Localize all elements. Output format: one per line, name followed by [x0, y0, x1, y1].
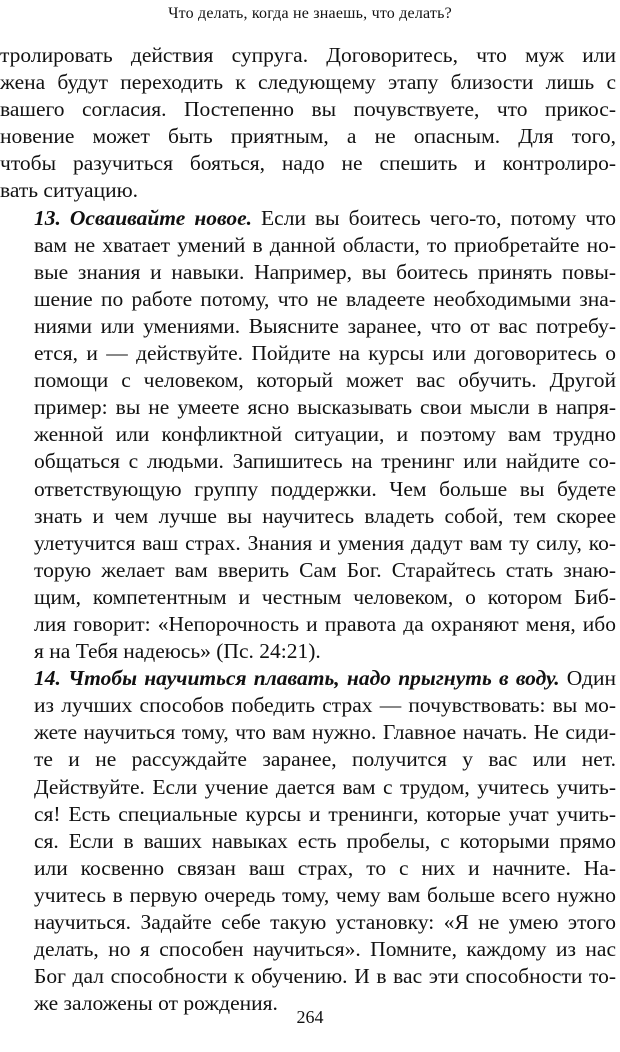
text-line: ется, и — действуйте. Пойдите на курсы или договоритесь о: [34, 341, 616, 366]
text-line: женной или конфликтной ситуации, и поэтому вам трудно: [34, 422, 616, 447]
text-line: пример: вы не умеете ясно высказывать свои мысли в напря-: [34, 395, 616, 420]
text-line: жена будут переходить к следующему этапу близости лишь с: [0, 70, 616, 95]
text-line: Действуйте. Если учение дается вам с трудом, учитесь учить-: [34, 774, 616, 799]
text-line: щим, компетентным и честным человеком, о котором Биб-: [34, 584, 616, 609]
text-line: я на Тебя надеюсь» (Пс. 24:21).: [34, 639, 321, 664]
text-line: чтобы разучиться бояться, надо не спешить и контролиро-: [0, 151, 616, 176]
text-line: Бог дал способности к обучению. И в вас эти способности то-: [34, 964, 616, 989]
paragraph-continuation: [0, 42, 616, 205]
paragraph-item-13: [0, 205, 616, 666]
text-line: вые знания и навыки. Например, вы боитесь принять повы-: [34, 259, 616, 284]
item-13-first-line-text: Если вы боитесь чего-то, потому что: [252, 205, 616, 230]
item-13-heading: 13. Осваивайте новое.: [34, 205, 253, 230]
text-line: из лучших способов победить страх — почувствовать: вы мо-: [34, 693, 616, 718]
text-line: учитесь в первую очередь тому, чему вам больше всего нужно: [34, 882, 616, 907]
text-line: жете научиться тому, что вам нужно. Главное начать. Не сиди-: [34, 720, 616, 745]
text-line: новение может быть приятным, а не опасным. Для того,: [0, 124, 616, 149]
text-line: делать, но я способен научиться». Помните, каждому из нас: [34, 937, 616, 962]
text-line: ся! Есть специальные курсы и тренинги, которые учат учить-: [34, 801, 616, 826]
text-line: лия говорит: «Непорочность и правота да охраняют меня, ибо: [34, 611, 616, 636]
text-line: знать и чем лучше вы научитесь владеть собой, тем скорее: [34, 503, 616, 528]
running-header: Что делать, когда не знаешь, что делать?: [168, 5, 452, 22]
paragraph-item-14: [0, 665, 616, 1017]
text-line: торую желает вам вверить Сам Бог. Старайтесь стать знаю-: [34, 557, 616, 582]
item-14-heading: 14. Чтобы научиться плавать, надо прыгнуть в воду.: [34, 666, 560, 691]
text-line: научиться. Задайте себе такую установку: «Я не умею этого: [34, 910, 616, 934]
text-line: общаться с людьми. Запишитесь на тренинг или найдите со-: [34, 449, 616, 474]
text-line: тролировать действия супруга. Договоритесь, что муж или: [0, 43, 616, 67]
text-line: ся. Если в ваших навыках есть пробелы, с которыми прямо: [34, 828, 616, 853]
text-line: ответствующую группу поддержки. Чем больше вы будете: [34, 476, 616, 501]
text-line: улетучится ваш страх. Знания и умения дадут вам ту силу, ко-: [34, 530, 616, 555]
text-line: [0, 665, 616, 692]
page-number: 264: [296, 1007, 324, 1027]
text-line: помощи с человеком, который может вас обучить. Другой: [34, 368, 616, 393]
text-line: ниями или умениями. Выясните заранее, что от вас потребу-: [34, 313, 616, 338]
text-line: вашего согласия. Постепенно вы почувствуете, что прикос-: [0, 97, 616, 122]
text-line: или косвенно связан ваш страх, то с них и начните. На-: [34, 855, 616, 880]
page-body-text: [0, 42, 616, 1017]
text-line: шение по работе потому, что не владеете необходимыми зна-: [34, 286, 616, 311]
text-line: [0, 205, 616, 232]
text-line: вам не хватает умений в данной области, то приобретайте но-: [34, 232, 616, 257]
text-line: же заложены от рождения.: [34, 991, 278, 1016]
item-14-first-line-text: Один: [559, 666, 616, 691]
text-line: те и не рассуждайте заранее, получится у вас или нет.: [34, 747, 616, 772]
text-line: вать ситуацию.: [0, 178, 139, 203]
